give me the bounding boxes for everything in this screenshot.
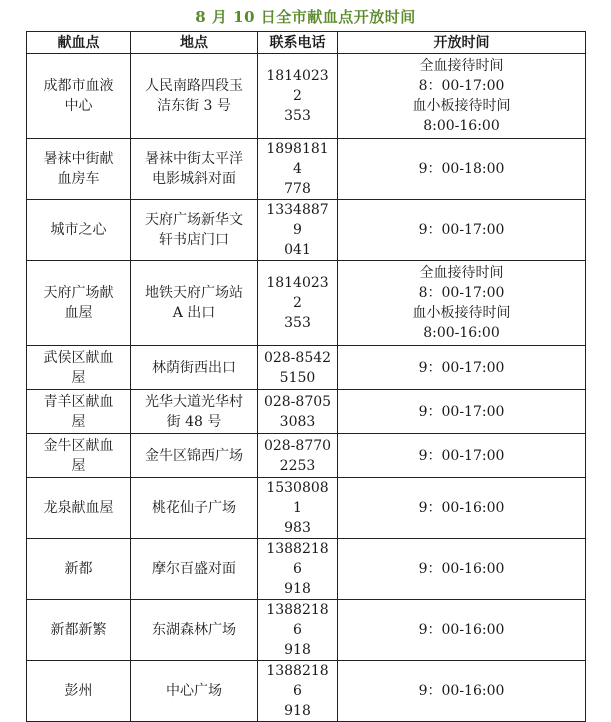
station-location-line: 林荫街西出口 <box>152 359 236 376</box>
station-name-line: 城市之心 <box>50 222 107 238</box>
station-name-line: 血屋 <box>64 305 93 321</box>
station-location-line: 中心广场 <box>166 683 222 699</box>
station-hours-line: 血小板接待时间 <box>412 98 511 114</box>
station-phone-line: 15308081 <box>266 480 329 516</box>
station-location-line: 光华大道光华村 <box>145 393 243 410</box>
station-phone-line: 13882186 <box>266 541 329 577</box>
table-row <box>27 661 586 722</box>
station-phone <box>258 661 338 722</box>
table-row <box>27 390 586 434</box>
table-row <box>27 139 586 200</box>
station-name-line: 新都 <box>64 561 93 577</box>
station-name-line: 屋 <box>71 369 86 386</box>
station-name-line: 彭州 <box>64 683 93 699</box>
station-phone-line: 13348879 <box>266 202 329 238</box>
table-row <box>27 539 586 600</box>
blood-station-table <box>26 31 586 722</box>
station-hours-line: 9：00-18:00 <box>418 161 505 177</box>
station-location-line: 暑袜中街太平洋 <box>145 151 243 167</box>
station-phone <box>258 139 338 200</box>
station-phone-line: 353 <box>284 315 311 331</box>
station-phone <box>258 600 338 661</box>
station-hours-line: 9：00-17:00 <box>418 359 505 376</box>
station-phone-line: 2253 <box>279 457 316 474</box>
header-hours: 开放时间 <box>338 32 586 54</box>
station-phone <box>258 390 338 434</box>
station-location <box>131 539 258 600</box>
station-name <box>27 478 131 539</box>
station-name-line: 屋 <box>71 413 86 430</box>
station-location-line: 洁东街 3 号 <box>157 98 231 114</box>
station-location <box>131 346 258 390</box>
station-hours-line: 9：00-17:00 <box>418 222 505 238</box>
station-location-line: 天府广场新华文 <box>145 212 243 228</box>
station-phone-line: 918 <box>284 703 311 719</box>
header-location: 地点 <box>131 32 258 54</box>
station-hours-line: 9：00-16:00 <box>418 500 505 516</box>
station-phone-line: 353 <box>284 108 311 124</box>
station-name-line: 屋 <box>71 457 86 474</box>
header-station: 献血点 <box>27 32 131 54</box>
station-hours-line: 8：00-17:00 <box>418 285 505 301</box>
header-row <box>27 32 586 54</box>
station-name <box>27 600 131 661</box>
station-name-line: 成都市血液 <box>43 78 114 94</box>
header-phone: 联系电话 <box>258 32 338 54</box>
station-location-line: 人民南路四段玉 <box>145 78 243 94</box>
station-name <box>27 261 131 346</box>
station-hours-line: 9：00-16:00 <box>418 561 505 577</box>
station-phone-line: 028-8542 <box>263 349 332 366</box>
station-phone-line: 3083 <box>279 413 316 430</box>
station-location <box>131 661 258 722</box>
station-phone <box>258 54 338 139</box>
station-phone-line: 5150 <box>279 369 316 386</box>
station-name <box>27 200 131 261</box>
station-name <box>27 346 131 390</box>
station-hours <box>338 200 586 261</box>
station-location-line: A 出口 <box>172 305 216 321</box>
station-location-line: 东湖森林广场 <box>152 622 236 638</box>
station-name-line: 血房车 <box>57 171 100 187</box>
station-hours <box>338 434 586 478</box>
station-phone-line: 13882186 <box>266 663 329 699</box>
station-location-line: 轩书店门口 <box>159 232 229 248</box>
station-hours <box>338 390 586 434</box>
station-hours-line: 全血接待时间 <box>419 265 504 281</box>
station-name <box>27 434 131 478</box>
station-hours <box>338 139 586 200</box>
station-phone <box>258 346 338 390</box>
station-hours <box>338 261 586 346</box>
station-phone-line: 18981814 <box>266 141 329 177</box>
station-location <box>131 200 258 261</box>
station-hours-line: 8:00-16:00 <box>423 118 500 134</box>
station-phone <box>258 478 338 539</box>
station-phone <box>258 434 338 478</box>
page-title: 8 月 10 日全市献血点开放时间 <box>195 8 416 26</box>
table-row <box>27 434 586 478</box>
station-hours-line: 9：00-16:00 <box>418 622 505 638</box>
station-name-line: 武侯区献血 <box>43 349 114 366</box>
station-location <box>131 390 258 434</box>
station-hours <box>338 54 586 139</box>
table-row <box>27 346 586 390</box>
station-phone-line: 028-8770 <box>263 437 332 454</box>
station-name <box>27 390 131 434</box>
station-location-line: 桃花仙子广场 <box>152 500 236 516</box>
station-name-line: 中心 <box>64 98 93 114</box>
station-hours <box>338 600 586 661</box>
table-row <box>27 478 586 539</box>
station-name <box>27 139 131 200</box>
station-phone-line: 041 <box>284 242 311 258</box>
station-phone-line: 18140232 <box>266 275 329 311</box>
station-phone <box>258 200 338 261</box>
station-hours-line: 全血接待时间 <box>419 58 504 74</box>
station-phone-line: 778 <box>284 181 311 197</box>
station-name-line: 龙泉献血屋 <box>43 500 114 516</box>
station-location <box>131 478 258 539</box>
station-location-line: 摩尔百盛对面 <box>152 561 236 577</box>
station-location-line: 电影城斜对面 <box>152 171 236 187</box>
station-name <box>27 661 131 722</box>
station-location <box>131 600 258 661</box>
station-location-line: 地铁天府广场站 <box>145 285 243 301</box>
station-name-line: 暑袜中街献 <box>43 151 114 167</box>
station-hours-line: 血小板接待时间 <box>412 305 511 321</box>
table-row <box>27 200 586 261</box>
station-location <box>131 434 258 478</box>
station-location-line: 街 48 号 <box>166 413 222 430</box>
station-phone <box>258 261 338 346</box>
station-name-line: 天府广场献 <box>43 285 114 301</box>
station-name <box>27 54 131 139</box>
station-location-line: 金牛区锦西广场 <box>145 447 243 464</box>
station-hours-line: 8:00-16:00 <box>423 325 500 341</box>
table-row <box>27 54 586 139</box>
station-phone-line: 13882186 <box>266 602 329 638</box>
station-hours <box>338 539 586 600</box>
table-row <box>27 261 586 346</box>
station-location <box>131 54 258 139</box>
station-hours <box>338 346 586 390</box>
station-location <box>131 139 258 200</box>
station-phone-line: 918 <box>284 581 311 597</box>
station-hours-line: 8：00-17:00 <box>418 78 505 94</box>
station-hours-line: 9：00-17:00 <box>418 403 505 420</box>
table-row <box>27 600 586 661</box>
station-hours <box>338 478 586 539</box>
station-phone-line: 918 <box>284 642 311 658</box>
station-hours-line: 9：00-16:00 <box>418 683 505 699</box>
station-name-line: 新都新繁 <box>50 622 107 638</box>
station-phone-line: 028-8705 <box>263 393 332 410</box>
station-phone <box>258 539 338 600</box>
station-location <box>131 261 258 346</box>
station-name-line: 金牛区献血 <box>43 437 114 454</box>
station-phone-line: 983 <box>284 520 311 536</box>
station-hours <box>338 661 586 722</box>
station-hours-line: 9：00-17:00 <box>418 447 505 464</box>
station-phone-line: 18140232 <box>266 68 329 104</box>
station-name <box>27 539 131 600</box>
station-name-line: 青羊区献血 <box>43 393 114 410</box>
